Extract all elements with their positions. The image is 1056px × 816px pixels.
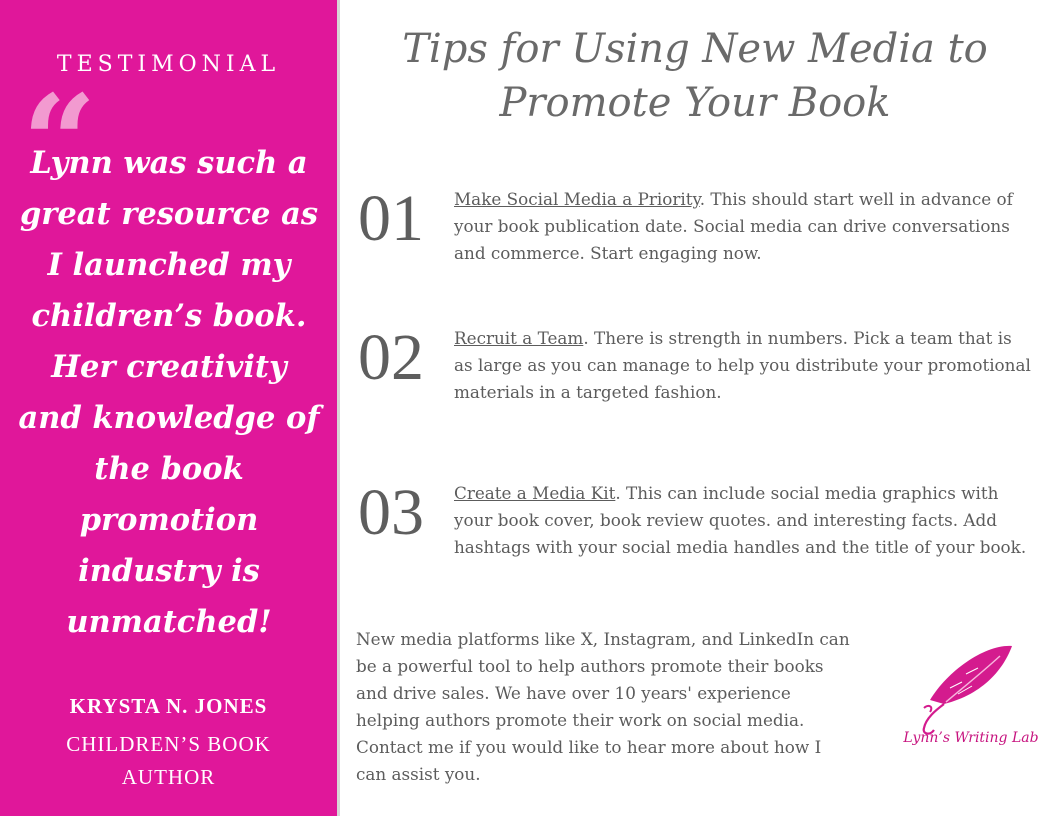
logo-caption: Lynn’s Writing Lab [903,730,1039,746]
title-line-2: Promote Your Book [499,80,891,126]
testimonial-panel [0,0,337,816]
tip-body: . This should start well in advance of your book publication date. Social media can drive conversations and commerce. Start engaging now. [454,189,1013,263]
tip-heading-link[interactable]: Make Social Media a Priority [454,189,700,209]
quote-mark-icon: “ [22,66,97,219]
tip-number: 03 [358,476,424,549]
closing-paragraph: New media platforms like X, Instagram, and LinkedIn can be a powerful tool to help authors promote their books and drive sales. We have over 10 years' experience helping authors promote their work on social media. Contact me if you would like to hear more about how I can assist you. [356,629,850,784]
testimonial-quote: Lynn was such a great resource as I launched my children’s book. Her creativity and knowledge of the book promotion industry is unmatched! [18,145,320,640]
author-name: KRYSTA N. JONES [69,694,268,718]
author-role: CHILDREN’S BOOK AUTHOR [66,732,271,789]
testimonial-label: TESTIMONIAL [56,52,281,77]
tip-text [454,480,1034,561]
tip-text [454,325,1034,406]
tip-body: . This can include social media graphics with your book cover, book review quotes. and interesting facts. Add hashtags with your social media handles and the title of your book. [454,483,1027,557]
title-line-1: Tips for Using New Media to [402,26,988,72]
tip-text [454,186,1034,267]
tip-heading-link[interactable]: Recruit a Team [454,328,584,348]
tip-heading-link[interactable]: Create a Media Kit [454,483,616,503]
panel-divider [337,0,340,816]
page-title [350,22,1040,130]
tip-number: 01 [358,182,424,255]
tip-number: 02 [358,321,424,394]
tip-body: . There is strength in numbers. Pick a team that is as large as you can manage to help you distribute your promotional materials in a targeted fashion. [454,328,1031,402]
